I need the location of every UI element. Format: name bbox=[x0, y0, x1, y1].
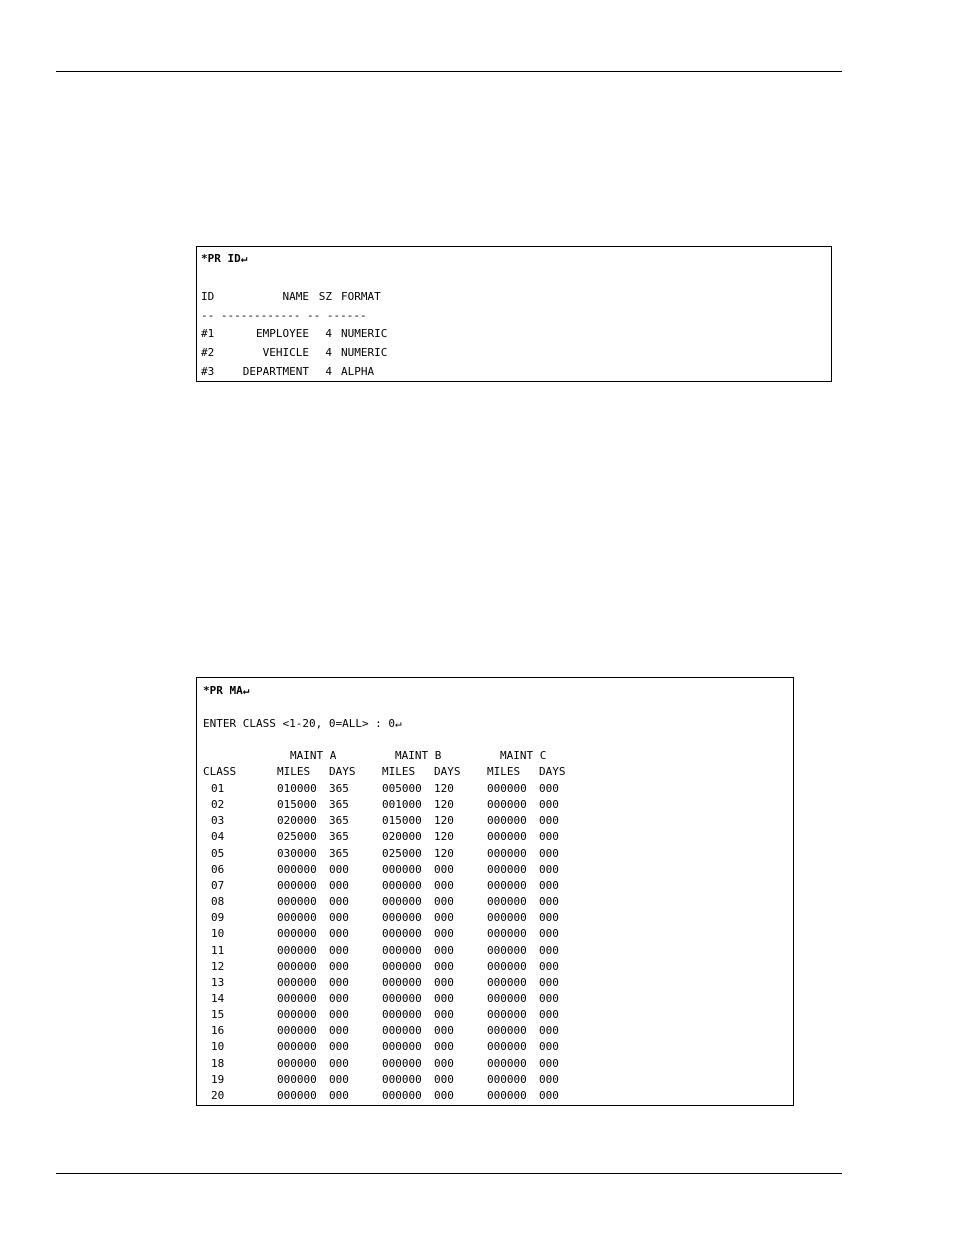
id-header-sz: SZ bbox=[318, 290, 332, 303]
footer-rule bbox=[56, 1173, 842, 1174]
maint-a-miles-cell: 000000 bbox=[277, 1056, 317, 1070]
id-terminal-screen bbox=[196, 246, 832, 382]
maint-table-row bbox=[197, 1074, 793, 1086]
maint-b-miles-cell: 000000 bbox=[382, 1088, 422, 1102]
class-cell: 15 bbox=[211, 1008, 225, 1022]
maint-a-header: MAINT A bbox=[290, 749, 337, 762]
format-cell: ALPHA bbox=[341, 365, 375, 378]
class-cell: 02 bbox=[211, 798, 225, 812]
maint-c-days-cell: 000 bbox=[539, 991, 559, 1005]
maint-b-miles-cell: 000000 bbox=[382, 1056, 422, 1070]
maint-c-miles-cell: 000000 bbox=[487, 991, 527, 1005]
name-cell: VEHICLE bbox=[262, 346, 309, 359]
maint-c-miles-cell: 000000 bbox=[487, 1024, 527, 1038]
maint-b-miles-cell: 000000 bbox=[382, 943, 422, 957]
maint-c-days-cell: 000 bbox=[539, 846, 559, 860]
maint-c-days-cell: 000 bbox=[539, 1056, 559, 1070]
class-cell: 08 bbox=[211, 895, 225, 909]
class-header: CLASS bbox=[203, 765, 237, 778]
maint-b-miles-cell: 000000 bbox=[382, 1040, 422, 1054]
maint-c-miles-cell: 000000 bbox=[487, 1088, 527, 1102]
maint-c-days-cell: 000 bbox=[539, 927, 559, 941]
maint-table-row bbox=[197, 783, 793, 795]
maint-a-miles-cell: 000000 bbox=[277, 895, 317, 909]
maint-b-days-header: DAYS bbox=[434, 765, 461, 778]
maint-c-days-cell: 000 bbox=[539, 1008, 559, 1022]
maint-a-miles-cell: 000000 bbox=[277, 1088, 317, 1102]
class-cell: 01 bbox=[211, 782, 225, 795]
maint-table-row bbox=[197, 1090, 793, 1102]
class-cell: 16 bbox=[211, 1024, 225, 1038]
maint-c-days-cell: 000 bbox=[539, 1072, 559, 1086]
maint-c-miles-cell: 000000 bbox=[487, 798, 527, 812]
maint-b-days-cell: 120 bbox=[434, 798, 454, 812]
maint-b-days-cell: 000 bbox=[434, 959, 454, 973]
id-command-line: *PR ID↵ bbox=[201, 252, 248, 265]
class-cell: 20 bbox=[211, 1088, 225, 1102]
id-cell: #2 bbox=[201, 346, 215, 359]
maint-a-days-cell: 365 bbox=[329, 782, 349, 795]
maint-b-days-cell: 000 bbox=[434, 1008, 454, 1022]
format-cell: NUMERIC bbox=[341, 327, 388, 340]
maint-b-days-cell: 000 bbox=[434, 911, 454, 925]
maint-a-miles-cell: 000000 bbox=[277, 927, 317, 941]
maint-table-row bbox=[197, 912, 793, 924]
maint-a-days-cell: 365 bbox=[329, 814, 349, 828]
ma-prompt-line: ENTER CLASS <1-20, 0=ALL> : 0↵ bbox=[203, 717, 402, 730]
maint-a-miles-cell: 000000 bbox=[277, 943, 317, 957]
maint-b-miles-cell: 000000 bbox=[382, 1072, 422, 1086]
maint-b-miles-cell: 000000 bbox=[382, 1008, 422, 1022]
maint-c-days-cell: 000 bbox=[539, 895, 559, 909]
maint-a-days-cell: 365 bbox=[329, 830, 349, 844]
header-rule bbox=[56, 71, 842, 72]
maint-a-miles-cell: 015000 bbox=[277, 798, 317, 812]
id-cell: #3 bbox=[201, 365, 215, 378]
format-cell: NUMERIC bbox=[341, 346, 388, 359]
maint-table-row bbox=[197, 896, 793, 908]
maint-c-days-cell: 000 bbox=[539, 862, 559, 876]
maint-c-miles-cell: 000000 bbox=[487, 911, 527, 925]
maint-c-miles-cell: 000000 bbox=[487, 959, 527, 973]
maint-table-row bbox=[197, 945, 793, 957]
maint-a-miles-header: MILES bbox=[277, 765, 311, 778]
maint-a-days-cell: 000 bbox=[329, 862, 349, 876]
maint-a-days-cell: 000 bbox=[329, 959, 349, 973]
maint-a-days-cell: 000 bbox=[329, 1072, 349, 1086]
maint-a-days-cell: 000 bbox=[329, 1040, 349, 1054]
id-header-row bbox=[197, 291, 831, 303]
maint-a-miles-cell: 000000 bbox=[277, 1072, 317, 1086]
class-cell: 14 bbox=[211, 991, 225, 1005]
maint-a-miles-cell: 000000 bbox=[277, 1024, 317, 1038]
maint-a-miles-cell: 020000 bbox=[277, 814, 317, 828]
class-cell: 09 bbox=[211, 911, 225, 925]
class-cell: 10 bbox=[211, 1040, 225, 1054]
maint-c-days-cell: 000 bbox=[539, 814, 559, 828]
maint-a-miles-cell: 000000 bbox=[277, 862, 317, 876]
maint-c-miles-cell: 000000 bbox=[487, 846, 527, 860]
maint-b-days-cell: 000 bbox=[434, 895, 454, 909]
id-header-name: NAME bbox=[282, 290, 309, 303]
maint-a-days-cell: 000 bbox=[329, 1056, 349, 1070]
id-table-row bbox=[197, 328, 831, 340]
maint-b-days-cell: 000 bbox=[434, 943, 454, 957]
maint-table-row bbox=[197, 880, 793, 892]
maint-a-miles-cell: 030000 bbox=[277, 846, 317, 860]
maint-b-header: MAINT B bbox=[395, 749, 442, 762]
maint-b-days-cell: 000 bbox=[434, 927, 454, 941]
name-cell: DEPARTMENT bbox=[242, 365, 309, 378]
maint-c-miles-cell: 000000 bbox=[487, 943, 527, 957]
maint-c-miles-cell: 000000 bbox=[487, 814, 527, 828]
maint-b-days-cell: 000 bbox=[434, 1056, 454, 1070]
maint-table-row bbox=[197, 815, 793, 827]
maint-c-days-cell: 000 bbox=[539, 959, 559, 973]
maint-b-days-cell: 000 bbox=[434, 975, 454, 989]
maint-b-miles-cell: 000000 bbox=[382, 927, 422, 941]
maint-c-miles-cell: 000000 bbox=[487, 1040, 527, 1054]
maint-b-miles-cell: 000000 bbox=[382, 862, 422, 876]
maint-a-miles-cell: 000000 bbox=[277, 1008, 317, 1022]
class-cell: 13 bbox=[211, 975, 225, 989]
maint-b-miles-cell: 020000 bbox=[382, 830, 422, 844]
maint-b-miles-header: MILES bbox=[382, 765, 416, 778]
maint-a-days-cell: 000 bbox=[329, 1024, 349, 1038]
maint-c-days-cell: 000 bbox=[539, 830, 559, 844]
maint-c-days-cell: 000 bbox=[539, 943, 559, 957]
maint-table-row bbox=[197, 993, 793, 1005]
maint-b-miles-cell: 000000 bbox=[382, 1024, 422, 1038]
maint-c-days-cell: 000 bbox=[539, 1088, 559, 1102]
maint-a-days-cell: 000 bbox=[329, 1008, 349, 1022]
maint-c-miles-cell: 000000 bbox=[487, 830, 527, 844]
maint-b-days-cell: 120 bbox=[434, 814, 454, 828]
maint-c-days-header: DAYS bbox=[539, 765, 566, 778]
maint-a-days-cell: 000 bbox=[329, 975, 349, 989]
maint-b-days-cell: 000 bbox=[434, 1040, 454, 1054]
class-cell: 04 bbox=[211, 830, 225, 844]
id-table-row bbox=[197, 347, 831, 359]
id-cell: #1 bbox=[201, 327, 215, 340]
maint-c-miles-cell: 000000 bbox=[487, 1072, 527, 1086]
id-header-format: FORMAT bbox=[341, 290, 381, 303]
ma-column-header-row bbox=[197, 766, 793, 778]
maint-a-days-cell: 000 bbox=[329, 911, 349, 925]
maint-c-days-cell: 000 bbox=[539, 878, 559, 892]
maint-c-days-cell: 000 bbox=[539, 1040, 559, 1054]
maint-b-miles-cell: 000000 bbox=[382, 895, 422, 909]
id-separator: -- ------------ -- ------ bbox=[201, 309, 367, 322]
maint-c-miles-header: MILES bbox=[487, 765, 521, 778]
sz-cell: 4 bbox=[325, 365, 332, 378]
maint-b-miles-cell: 000000 bbox=[382, 878, 422, 892]
id-table-row bbox=[197, 366, 831, 378]
maint-c-miles-cell: 000000 bbox=[487, 895, 527, 909]
maint-c-days-cell: 000 bbox=[539, 975, 559, 989]
maint-b-miles-cell: 000000 bbox=[382, 959, 422, 973]
maint-table-row bbox=[197, 961, 793, 973]
maint-table-row bbox=[197, 977, 793, 989]
maint-c-miles-cell: 000000 bbox=[487, 927, 527, 941]
class-cell: 19 bbox=[211, 1072, 225, 1086]
maint-b-miles-cell: 005000 bbox=[382, 782, 422, 795]
maint-table-row bbox=[197, 1025, 793, 1037]
maint-table-row bbox=[197, 1058, 793, 1070]
maint-c-miles-cell: 000000 bbox=[487, 878, 527, 892]
maint-b-miles-cell: 015000 bbox=[382, 814, 422, 828]
maint-table-row bbox=[197, 1041, 793, 1053]
name-cell: EMPLOYEE bbox=[256, 327, 309, 340]
maint-a-days-cell: 000 bbox=[329, 943, 349, 957]
maint-a-days-cell: 000 bbox=[329, 991, 349, 1005]
maint-c-miles-cell: 000000 bbox=[487, 975, 527, 989]
maint-table-row bbox=[197, 864, 793, 876]
id-header-id: ID bbox=[201, 290, 215, 303]
maint-a-miles-cell: 000000 bbox=[277, 959, 317, 973]
maint-b-days-cell: 120 bbox=[434, 846, 454, 860]
class-cell: 11 bbox=[211, 943, 225, 957]
maint-b-days-cell: 000 bbox=[434, 878, 454, 892]
maint-table-row bbox=[197, 928, 793, 940]
class-cell: 06 bbox=[211, 862, 225, 876]
maint-c-days-cell: 000 bbox=[539, 782, 559, 795]
class-cell: 12 bbox=[211, 959, 225, 973]
maint-b-miles-cell: 000000 bbox=[382, 975, 422, 989]
maint-c-miles-cell: 000000 bbox=[487, 1008, 527, 1022]
ma-command-line: *PR MA↵ bbox=[203, 684, 250, 697]
maint-b-days-cell: 120 bbox=[434, 830, 454, 844]
maint-b-days-cell: 000 bbox=[434, 1072, 454, 1086]
maint-a-miles-cell: 000000 bbox=[277, 911, 317, 925]
maint-a-days-header: DAYS bbox=[329, 765, 356, 778]
class-cell: 05 bbox=[211, 846, 225, 860]
class-cell: 10 bbox=[211, 927, 225, 941]
maint-b-days-cell: 000 bbox=[434, 1024, 454, 1038]
maint-table-row bbox=[197, 831, 793, 843]
maint-a-miles-cell: 000000 bbox=[277, 878, 317, 892]
maint-c-miles-cell: 000000 bbox=[487, 862, 527, 876]
maint-c-days-cell: 000 bbox=[539, 798, 559, 812]
maint-a-miles-cell: 000000 bbox=[277, 1040, 317, 1054]
maint-c-header: MAINT C bbox=[500, 749, 547, 762]
maint-b-miles-cell: 025000 bbox=[382, 846, 422, 860]
class-cell: 03 bbox=[211, 814, 225, 828]
maint-b-days-cell: 000 bbox=[434, 862, 454, 876]
maint-a-days-cell: 000 bbox=[329, 878, 349, 892]
maint-table-row bbox=[197, 1009, 793, 1021]
maint-table-row bbox=[197, 799, 793, 811]
maint-a-miles-cell: 010000 bbox=[277, 782, 317, 795]
maint-c-miles-cell: 000000 bbox=[487, 1056, 527, 1070]
maint-c-miles-cell: 000000 bbox=[487, 782, 527, 795]
maint-a-days-cell: 000 bbox=[329, 927, 349, 941]
maint-a-days-cell: 000 bbox=[329, 1088, 349, 1102]
maint-b-miles-cell: 000000 bbox=[382, 911, 422, 925]
maint-c-days-cell: 000 bbox=[539, 1024, 559, 1038]
class-cell: 07 bbox=[211, 878, 225, 892]
maint-b-days-cell: 000 bbox=[434, 991, 454, 1005]
maint-b-days-cell: 000 bbox=[434, 1088, 454, 1102]
ma-group-header-row bbox=[197, 750, 793, 762]
maint-a-days-cell: 365 bbox=[329, 846, 349, 860]
maint-a-miles-cell: 000000 bbox=[277, 991, 317, 1005]
ma-terminal-screen bbox=[196, 677, 794, 1106]
maint-a-miles-cell: 000000 bbox=[277, 975, 317, 989]
maint-b-days-cell: 120 bbox=[434, 782, 454, 795]
maint-b-miles-cell: 000000 bbox=[382, 991, 422, 1005]
maint-a-days-cell: 365 bbox=[329, 798, 349, 812]
maint-a-days-cell: 000 bbox=[329, 895, 349, 909]
maint-a-miles-cell: 025000 bbox=[277, 830, 317, 844]
class-cell: 18 bbox=[211, 1056, 225, 1070]
maint-table-row bbox=[197, 848, 793, 860]
sz-cell: 4 bbox=[325, 327, 332, 340]
sz-cell: 4 bbox=[325, 346, 332, 359]
maint-c-days-cell: 000 bbox=[539, 911, 559, 925]
maint-b-miles-cell: 001000 bbox=[382, 798, 422, 812]
